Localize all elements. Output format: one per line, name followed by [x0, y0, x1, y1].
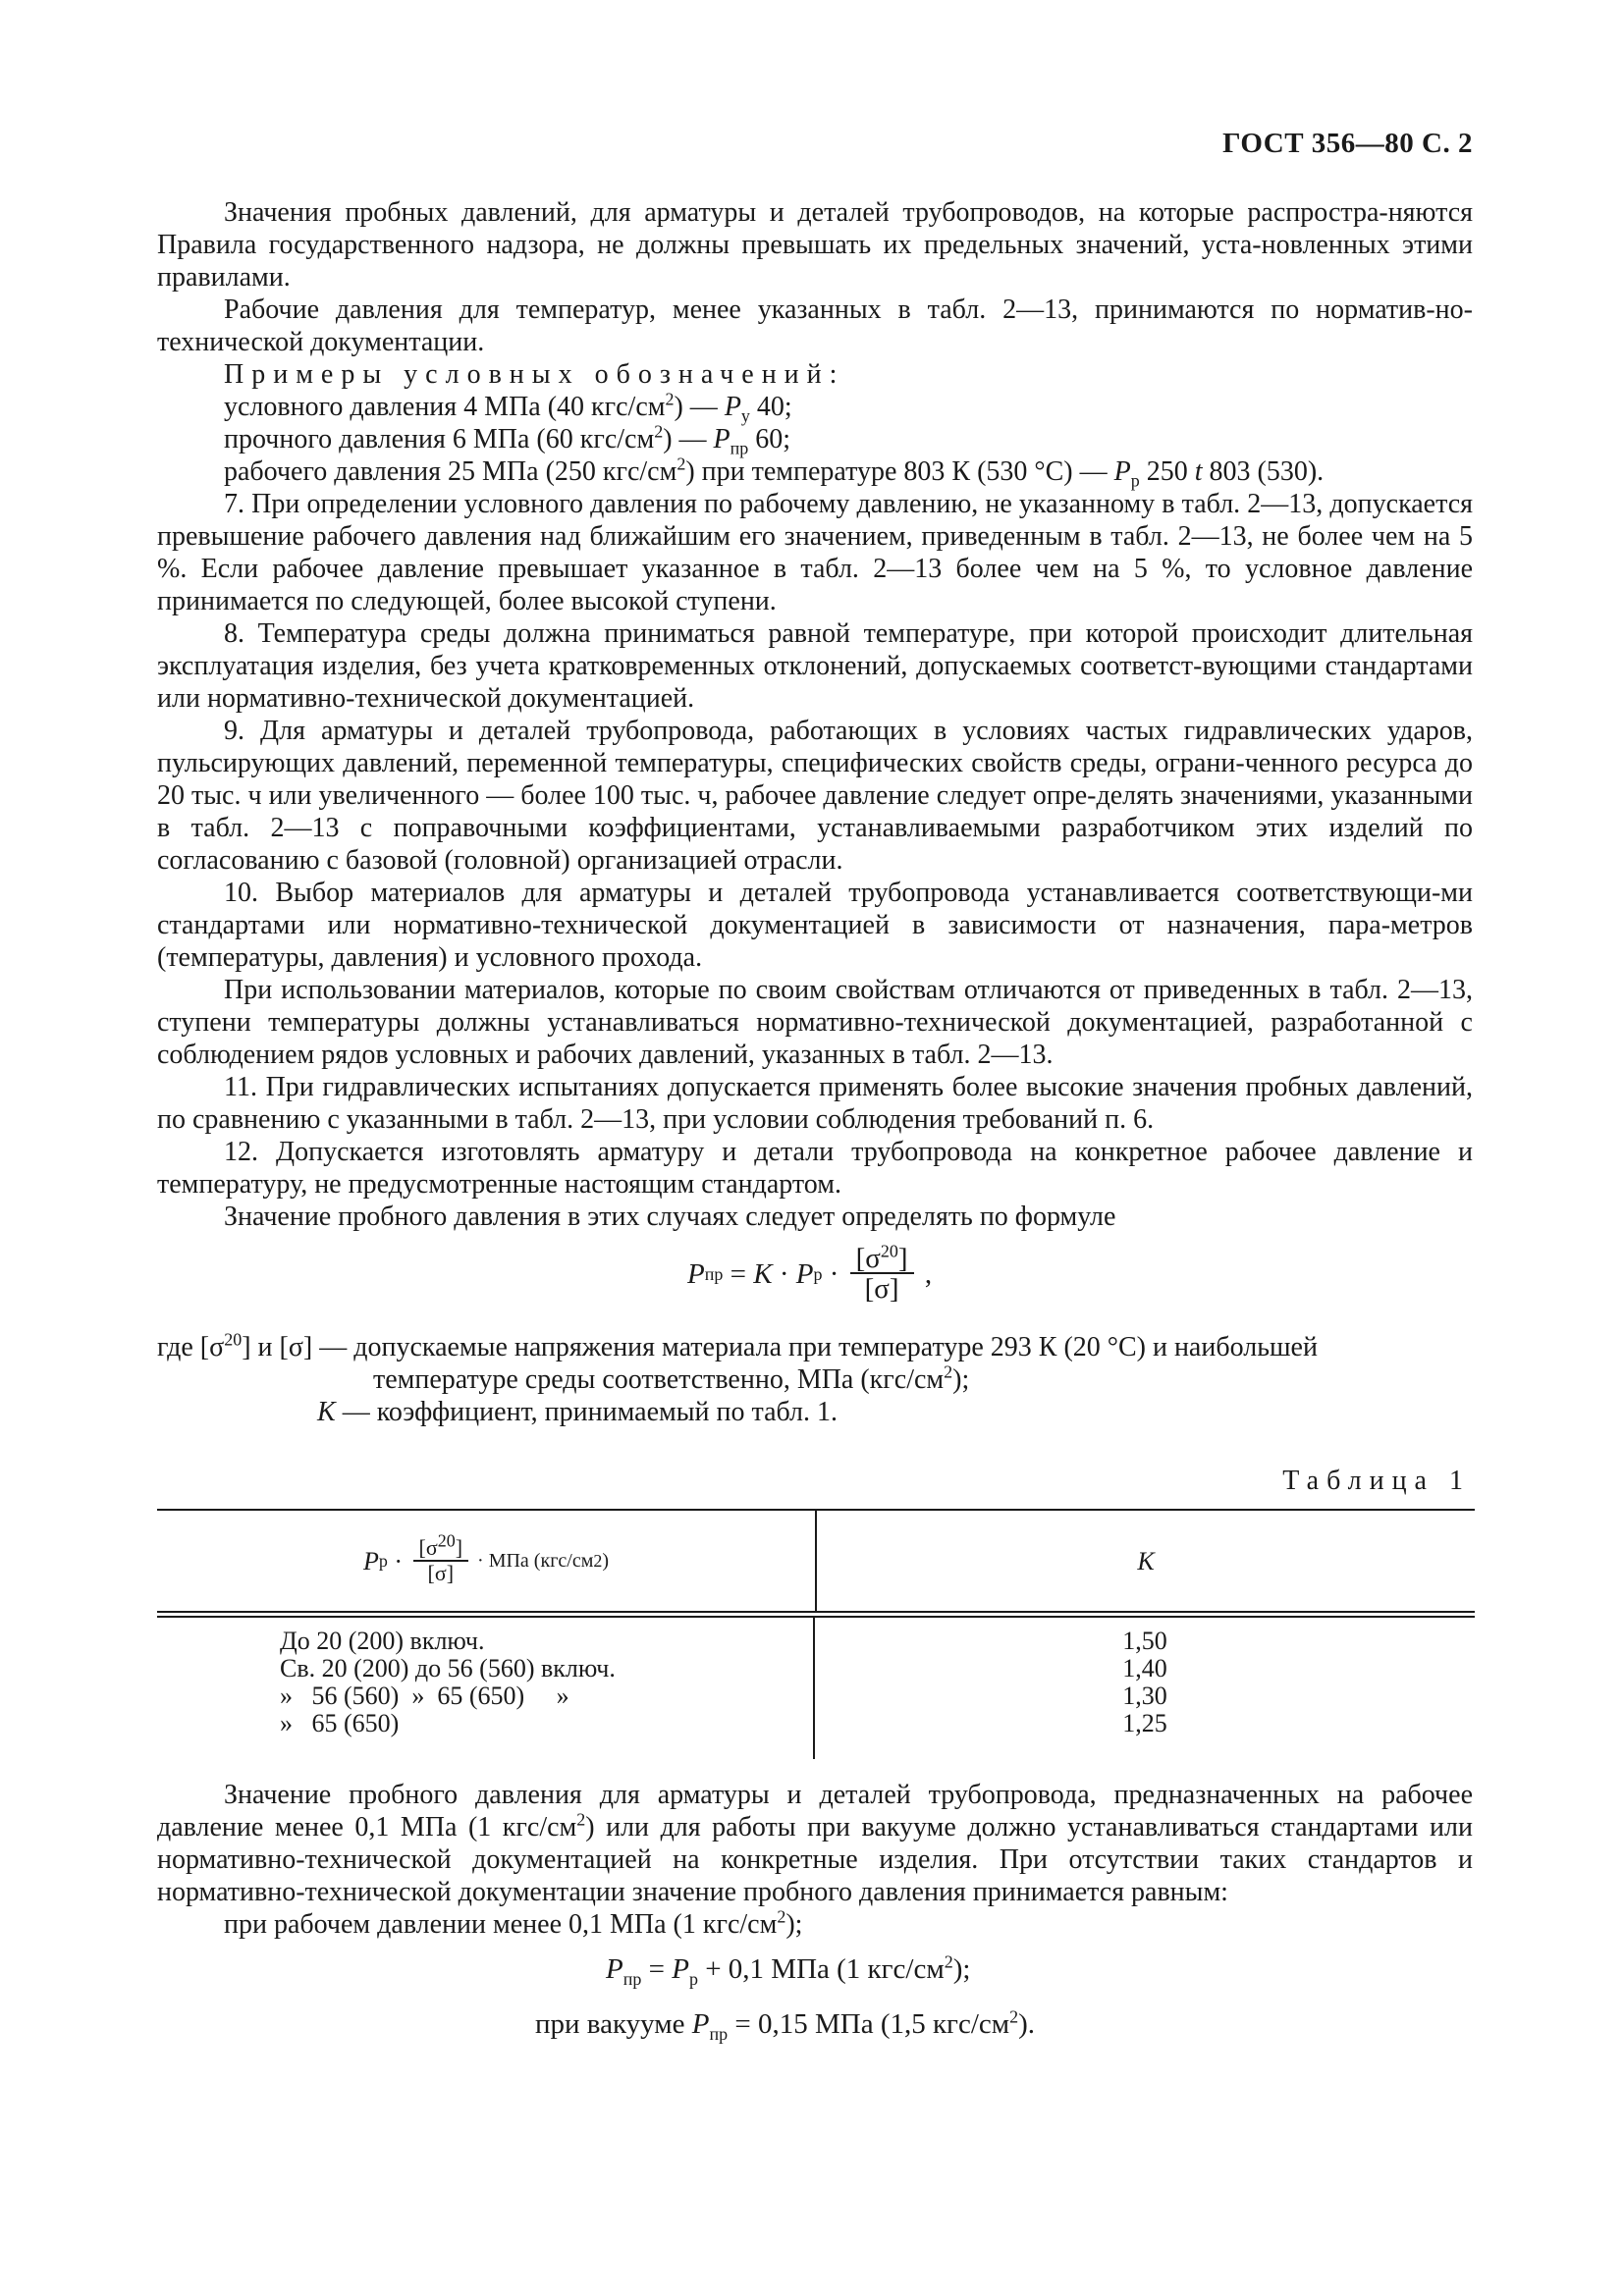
- clause-9: 9. Для арматуры и деталей трубопровода, работающих в условиях частых гидравлических ударов, пульсирующих давлений, переменной температуры, специфических свойств среды, ограни-ченного ресурса до 20 тыс. ч или увеличенного — более 100 тыс. ч, рабочее давление следует опре-делять значениями, указанными в табл. 2—13 с поправочными коэффициентами, устанавливаемыми разработчиком этих изделий по согласованию с базовой (головной) организацией отрасли.: [157, 716, 1473, 876]
- legend-line: температуре среды соответственно, МПа $(кгс/см^2)$;: [373, 1362, 970, 1395]
- table-cell: Св. 20 (200) до 56 (560) включ.: [280, 1654, 616, 1682]
- table-cell: » 56 (560) » 65 (650) »: [280, 1682, 569, 1710]
- paragraph: Рабочие давления для температур, менее указанных в табл. 2—13, принимаются по норматив-но-технической документации.: [157, 294, 1473, 357]
- table-cell: 1,50: [1122, 1627, 1167, 1655]
- table-cell: » 65 (650): [280, 1709, 400, 1737]
- table-cell: 1,30: [1122, 1682, 1167, 1710]
- legend-line: K — коэффициент, принимаемый по табл. 1.: [317, 1397, 839, 1427]
- paragraph: При использовании материалов, которые по своим свойствам отличаются от приведенных в табл. 2—13, ступени температуры должны устанавливаться нормативно-технической документацией, разработанной с соблюдением рядов условных и рабочих давлений, указанных в табл. 2—13.: [157, 975, 1473, 1070]
- paragraph: Значения пробных давлений, для арматуры и деталей трубопроводов, на которые распростра-няются Правила государственного надзора, не должны превышать их предельных значений, уста-новленных этими правилами.: [157, 197, 1473, 293]
- formula-test-pressure: P пр = K · P р · $\frac{[\sigma^{20}]}{[\sigma]}$ ,: [687, 1241, 933, 1305]
- header-pressure-ratio: P р · $\frac{[\sigma^{20}]}{[\sigma]}$ · МПа (кгс/см 2 ): [157, 1511, 817, 1611]
- table-cell: 1,25: [1122, 1709, 1167, 1737]
- clause-12: 12. Допускается изготовлять арматуру и детали трубопровода на конкретное рабочее давление и температуру, не предусмотренные настоящим стандартом.: [157, 1137, 1473, 1200]
- vacuum-section: [157, 1779, 1473, 1941]
- header-coefficient: K: [1137, 1546, 1155, 1575]
- paragraph: при рабочем давлении менее 0,1 МПа (1 кгс/$см^2$);: [224, 1906, 803, 1940]
- formula-low-pressure: $P_{пр} = P_р + 0,1$ МПа (1 кгс/$см^2$);: [606, 1951, 971, 1989]
- clause-11: 11. При гидравлических испытаниях допускается применять более высокие значения пробных давлений, по сравнению с указанными в табл. 2—13, при условии соблюдения требований п. 6.: [157, 1072, 1473, 1135]
- body-text: [157, 196, 1473, 1233]
- legend-line: где $[\sigma^{20}]$ и [σ] — допускаемые напряжения материала при температуре 293 К (20 °С) и наибольшей: [157, 1329, 1318, 1362]
- example-line: рабочего давления 25 МПа (250 кгс/$см^2$) при температуре 803 К (530 °С) — $P_р$ 250 t 803 (530).: [224, 454, 1325, 491]
- table-1: [157, 1509, 1475, 1759]
- formula-vacuum: при вакууме $P_{пр} = 0,15$ МПа (1,5 кгс/$см^2$).: [535, 2006, 1036, 2044]
- table-cell: До 20 (200) включ.: [280, 1627, 485, 1655]
- table-cell: 1,40: [1122, 1654, 1167, 1682]
- paragraph: Значение пробного давления для арматуры и деталей трубопровода, предназначенных на рабочее давление менее 0,1 МПа (1 кгс/$см^2$) или для работы при вакууме должно устанавливаться стандартами или нормативно-технической документацией на конкретные изделия. При отсутствии таких стандартов и нормативно-технической документации значение пробного давления принимается равным:: [157, 1780, 1473, 1907]
- fraction: $\frac{[\sigma^{20}]}{[\sigma]}$: [850, 1245, 914, 1304]
- example-line: условного давления 4 МПа (40 кгс/$см^2$) — $P_у$ 40;: [224, 389, 792, 426]
- clause-7: 7. При определении условного давления по рабочему давлению, не указанному в табл. 2—13, допускается превышение рабочего давления над ближайшим его значением, приведенным в табл. 2—13, не более чем на 5 %. Если рабочее давление превышает указанное в табл. 2—13 более чем на 5 %, то условное давление принимается по следующей, более высокой ступени.: [157, 489, 1473, 616]
- paragraph: Значение пробного давления в этих случаях следует определять по формуле: [224, 1201, 1116, 1232]
- clause-8: 8. Температура среды должна приниматься равной температуре, при которой происходит длительная эксплуатация изделия, без учета кратковременных отклонений, допускаемых соответст-вующими стандартами или нормативно-технической документацией.: [157, 618, 1473, 714]
- fraction: $\frac{[\sigma^{20}]}{[\sigma]}$: [413, 1536, 469, 1585]
- examples-heading: Примеры условных обозначений:: [224, 359, 845, 390]
- page-header: ГОСТ 356—80 С. 2: [1222, 128, 1473, 159]
- table-body: [157, 1618, 1475, 1759]
- table-caption: Таблица 1: [1282, 1466, 1471, 1496]
- formula-legend: [157, 1331, 1473, 1428]
- clause-10: 10. Выбор материалов для арматуры и деталей трубопровода устанавливается соответствующи-ми стандартами или нормативно-технической документацией в зависимости от назначения, пара-метров (температуры, давления) и условного прохода.: [157, 878, 1473, 973]
- table-header: [157, 1511, 1475, 1611]
- example-line: прочного давления 6 МПа (60 кгс/$см^2$) — $P_{пр}$ 60;: [224, 421, 791, 458]
